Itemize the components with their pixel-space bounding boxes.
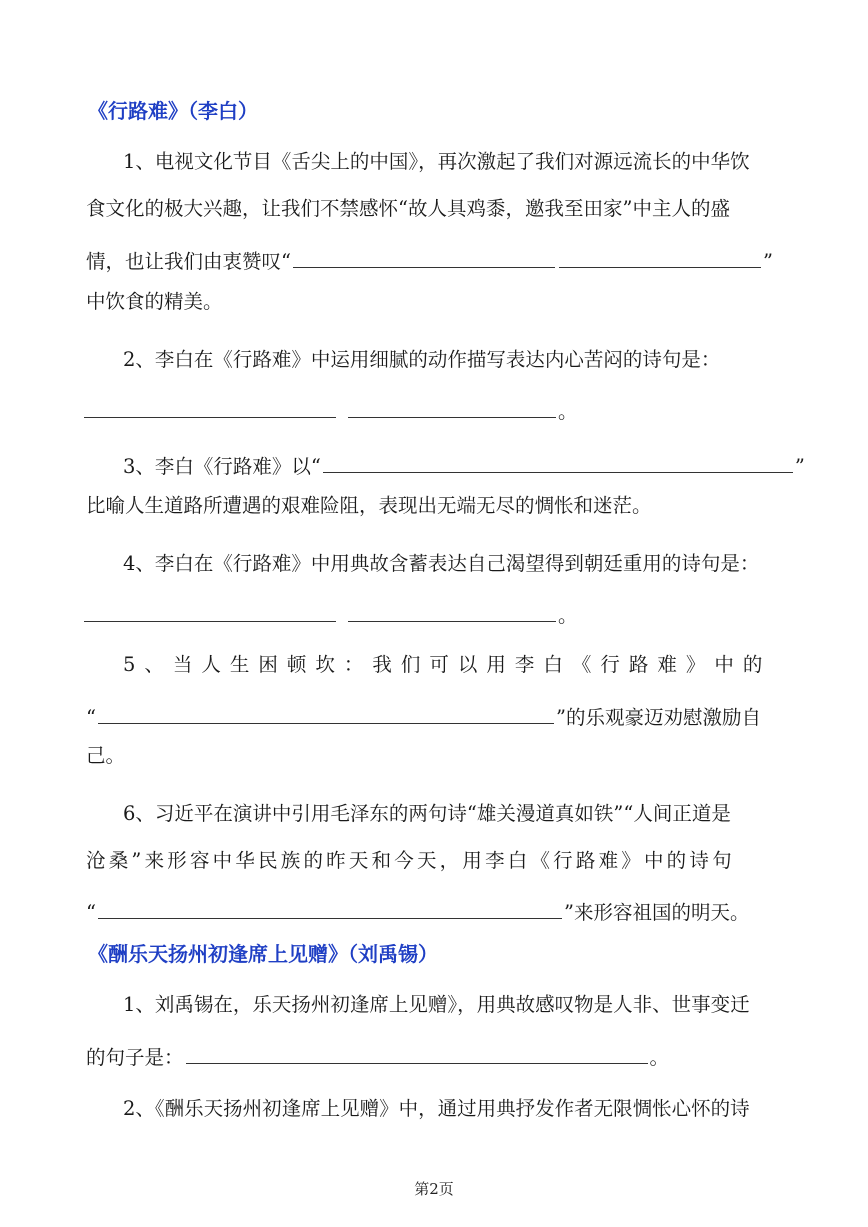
s1-q4-line1: 4、李白在《行路难》中用典故含蓄表达自己渴望得到朝廷重用的诗句是： [123, 552, 760, 575]
s1-q1-line4: 中饮食的精美。 [86, 290, 223, 313]
answer-blank[interactable] [84, 395, 336, 418]
s1-q1-line3 [86, 245, 773, 272]
s1-q5-line1: 5、当人生困顿坎：我们可以用李白《行路难》中的 [123, 653, 772, 676]
answer-blank[interactable] [98, 701, 554, 724]
s1-q1-line2: 食文化的极大兴趣，让我们不禁感怀“故人具鸡黍，邀我至田家”中主人的盛 [86, 197, 730, 220]
s1-q6-line2: 沧桑”来形容中华民族的昨天和今天，用李白《行路难》中的诗句 [86, 849, 735, 872]
answer-blank[interactable] [98, 896, 562, 919]
s1-q4-line2 [84, 599, 578, 626]
s1-q3-line1-close: ” [794, 455, 805, 478]
answer-blank[interactable] [348, 599, 556, 622]
s1-q5-line2-open: “ [86, 706, 96, 729]
s1-q2-end-mark: 。 [558, 400, 578, 423]
page-number: 第2页 [414, 1180, 454, 1198]
s1-q1-line1: 1、电视文化节目《舌尖上的中国》，再次激起了我们对源远流长的中华饮 [123, 150, 750, 173]
s1-q2-line1: 2、李白在《行路难》中运用细腻的动作描写表达内心苦闷的诗句是： [123, 348, 721, 371]
section-title-xingluonan: 《行路难》（李白） [88, 99, 258, 123]
answer-blank[interactable] [293, 245, 555, 268]
answer-blank[interactable] [348, 395, 556, 418]
s2-q1-line1: 1、刘禹锡在，乐天扬州初逢席上见赠》，用典故感叹物是人非、世事变迁 [123, 993, 750, 1016]
s1-q5-line3: 己。 [86, 744, 126, 767]
s1-q6-line3-open: “ [86, 901, 96, 924]
section-title-chou-letian: 《酬乐天扬州初逢席上见赠》（刘禹锡） [88, 942, 438, 966]
s2-q1-end-mark: 。 [649, 1046, 670, 1069]
s2-q1-line2-text: 的句子是： [86, 1046, 184, 1069]
s1-q6-line3 [86, 896, 749, 923]
s1-q2-line2 [84, 395, 578, 422]
s1-q5-line2-text: ”的乐观豪迈劝慰激励自 [555, 706, 761, 729]
s1-q1-line3-text: 情，也让我们由衷赞叹“ [86, 250, 291, 273]
s2-q2-line1: 2、《酬乐天扬州初逢席上见赠》中，通过用典抒发作者无限惆怅心怀的诗 [123, 1097, 750, 1120]
answer-blank[interactable] [84, 599, 336, 622]
s1-q1-line3-close: ” [762, 250, 773, 273]
s2-q1-line2 [86, 1041, 669, 1068]
s1-q3-line2: 比喻人生道路所遭遇的艰难险阻，表现出无端无尽的惆怅和迷茫。 [86, 494, 652, 517]
s1-q6-line1: 6、习近平在演讲中引用毛泽东的两句诗“雄关漫道真如铁”“人间正道是 [123, 802, 731, 825]
s1-q4-end-mark: 。 [558, 604, 578, 627]
answer-blank[interactable] [186, 1041, 648, 1064]
answer-blank[interactable] [323, 450, 793, 473]
answer-blank[interactable] [559, 245, 761, 268]
s1-q3-line1 [123, 450, 805, 477]
s1-q6-line3-text: ”来形容祖国的明天。 [563, 901, 750, 924]
s1-q3-line1-text: 3、李白《行路难》以“ [123, 455, 321, 478]
s1-q5-line2 [86, 701, 761, 728]
